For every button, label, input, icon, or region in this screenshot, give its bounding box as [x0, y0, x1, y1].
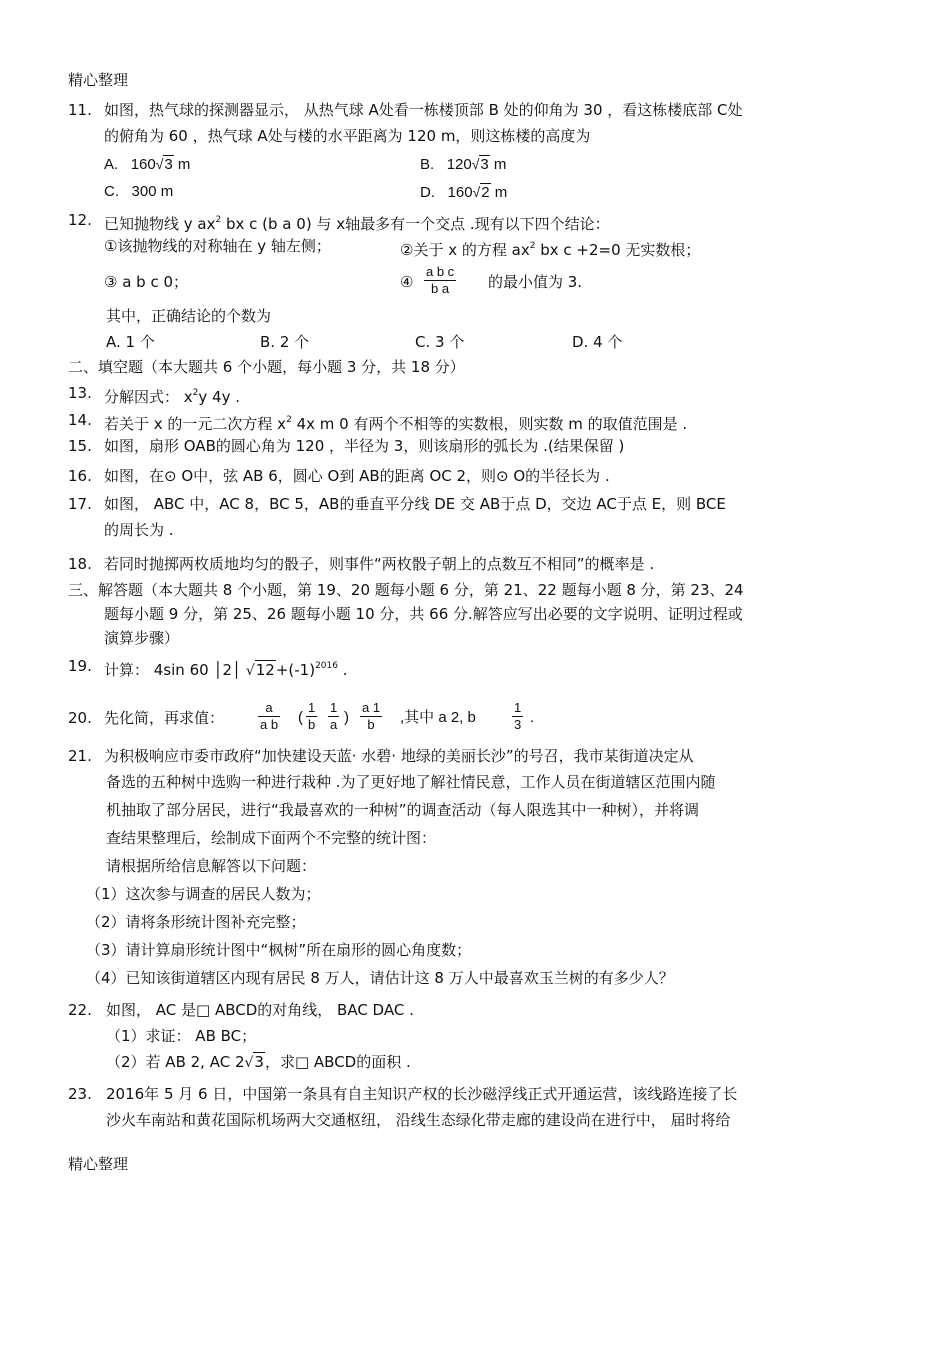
- question-text: 如图， ABC 中，AC 8，BC 5，AB的垂直平分线 DE 交 AB于点 D，交边 AC于点 E，则 BCE: [104, 495, 726, 513]
- question-text: 先化简，再求值：: [104, 709, 225, 727]
- question-text: 备选的五种树中选购一种进行栽种 .为了更好地了解社情民意，工作人员在街道辖区范围内随: [106, 773, 716, 791]
- section-heading: 演算步骤）: [104, 629, 180, 647]
- question-number: 14.: [68, 411, 92, 429]
- question-text: 如图，扇形 OAB的圆心角为 120 ，半径为 3，则该扇形的弧长为 .(结果保留 ): [104, 437, 625, 455]
- question-text: 分解因式： $x^2y$ 4y .: [104, 388, 240, 406]
- section-heading: 题每小题 9 分，第 25、26 题每小题 10 分，共 66 分.解答应写出必要的文字说明、证明过程或: [104, 605, 743, 623]
- question-number: 19.: [68, 657, 92, 675]
- sub-question: （2）请将条形统计图补充完整；: [86, 913, 306, 931]
- question-number: 21.: [68, 747, 92, 765]
- option-a: A. 160√3 m: [104, 156, 191, 173]
- sub-question: （1）求证： AB BC；: [106, 1027, 257, 1045]
- question-text: ,其中 a 2, b: [400, 709, 476, 726]
- option-c: C. 3 个: [415, 333, 465, 351]
- question-number: 15.: [68, 437, 92, 455]
- option-c: C. 300 m: [104, 183, 174, 200]
- conclusion-3: ③ a b c 0；: [104, 273, 189, 291]
- question-number: 23.: [68, 1085, 92, 1103]
- sub-question: （3）请计算扇形统计图中“枫树”所在扇形的圆心角度数；: [86, 941, 472, 959]
- page-header: 精心整理: [68, 71, 129, 89]
- question-text: 的周长为 .: [104, 521, 174, 539]
- question-number: 22.: [68, 1001, 92, 1019]
- option-d: D. 4 个: [572, 333, 623, 351]
- sub-question: （1）这次参与调查的居民人数为；: [86, 885, 321, 903]
- question-text: 已知抛物线 y $ax^2$ bx c (b a 0) 与 x轴最多有一个交点 .现有以下四个结论：: [104, 215, 610, 233]
- question-number: 20.: [68, 709, 92, 727]
- question-text: 机抽取了部分居民，进行“我最喜欢的一种树”的调查活动（每人限选其中一种树），并将调: [106, 801, 700, 819]
- fraction: $\frac{a 1}{b}$: [362, 700, 381, 732]
- conclusion-2: ②关于 x 的方程 $ax^2$ bx c +2=0 无实数根；: [400, 241, 701, 259]
- question-text: 2016年 5 月 6 日，中国第一条具有自主知识产权的长沙磁浮线正式开通运营，该线路连接了长: [106, 1085, 738, 1103]
- question-number: 17.: [68, 495, 92, 513]
- option-d: D. 160√2 m: [420, 184, 508, 201]
- question-text: 若关于 x 的一元二次方程 $x^2$ 4x m 0 有两个不相等的实数根，则实数 m 的取值范围是 .: [104, 415, 688, 433]
- question-text: 的俯角为 60 ，热气球 A处与楼的水平距离为 120 m，则这栋楼的高度为: [104, 127, 591, 145]
- fraction: $\frac{1}{b}$: [308, 700, 316, 732]
- fraction: $\frac{1}{a}$: [330, 700, 338, 732]
- fraction: $\frac{1}{3}$: [514, 700, 522, 732]
- option-b: B. 2 个: [260, 333, 310, 351]
- question-number: 18.: [68, 555, 92, 573]
- conclusion-4-text: 的最小值为 3.: [488, 273, 583, 291]
- question-text: 其中，正确结论的个数为: [106, 307, 272, 325]
- question-text: 请根据所给信息解答以下问题：: [106, 857, 317, 875]
- fraction: $\frac{\text{a b c}}{\text{b a}}$: [426, 264, 455, 296]
- paren-close: ): [344, 709, 349, 726]
- conclusion-4-label: ④: [400, 273, 414, 291]
- question-text: 沙火车南站和黄花国际机场两大交通枢纽， 沿线生态绿化带走廊的建设尚在进行中， 届时将给: [106, 1111, 731, 1129]
- conclusion-1: ①该抛物线的对称轴在 y 轴左侧；: [104, 237, 331, 255]
- sub-question: （4）已知该街道辖区内现有居民 8 万人，请估计这 8 万人中最喜欢玉兰树的有多少人？: [86, 969, 674, 987]
- question-text: 如图，热气球的探测器显示， 从热气球 A处看一栋楼顶部 B 处的仰角为 30 ，看这栋楼底部 C处: [104, 101, 743, 119]
- section-heading: 三、解答题（本大题共 8 个小题，第 19、20 题每小题 6 分，第 21、22 题每小题 8 分，第 23、24: [68, 581, 744, 599]
- question-number: 12.: [68, 211, 92, 229]
- question-number: 13.: [68, 384, 92, 402]
- question-text: 如图，在⊙ O中，弦 AB 6，圆心 O到 AB的距离 OC 2，则⊙ O的半径长为 .: [104, 467, 610, 485]
- question-text: 为积极响应市委市政府“加快建设天蓝· 水碧· 地绿的美丽长沙”的号召，我市某街道决定从: [104, 747, 694, 765]
- paren-open: (: [298, 709, 303, 726]
- section-heading: 二、填空题（本大题共 6 个小题，每小题 3 分，共 18 分）: [68, 358, 465, 376]
- page-footer: 精心整理: [68, 1155, 129, 1173]
- option-a: A. 1 个: [106, 333, 155, 351]
- question-text: 计算： 4sin 60 │2│ $√12+(-1)^{2016}$ .: [104, 661, 348, 679]
- option-b: B. 120√3 m: [420, 156, 507, 173]
- question-text: 如图， AC 是□ ABCD的对角线， BAC DAC .: [106, 1001, 414, 1019]
- question-text: 若同时抛掷两枚质地均匀的骰子，则事件“两枚骰子朝上的点数互不相同”的概率是 .: [104, 555, 655, 573]
- sub-question: （2）若 AB 2, AC 2√3，求□ ABCD的面积 .: [106, 1053, 411, 1071]
- fraction: $\frac{a}{\text{a b}}$: [260, 700, 279, 732]
- question-text: .: [530, 709, 535, 726]
- question-text: 查结果整理后，绘制成下面两个不完整的统计图：: [106, 829, 437, 847]
- question-number: 11.: [68, 101, 92, 119]
- question-number: 16.: [68, 467, 92, 485]
